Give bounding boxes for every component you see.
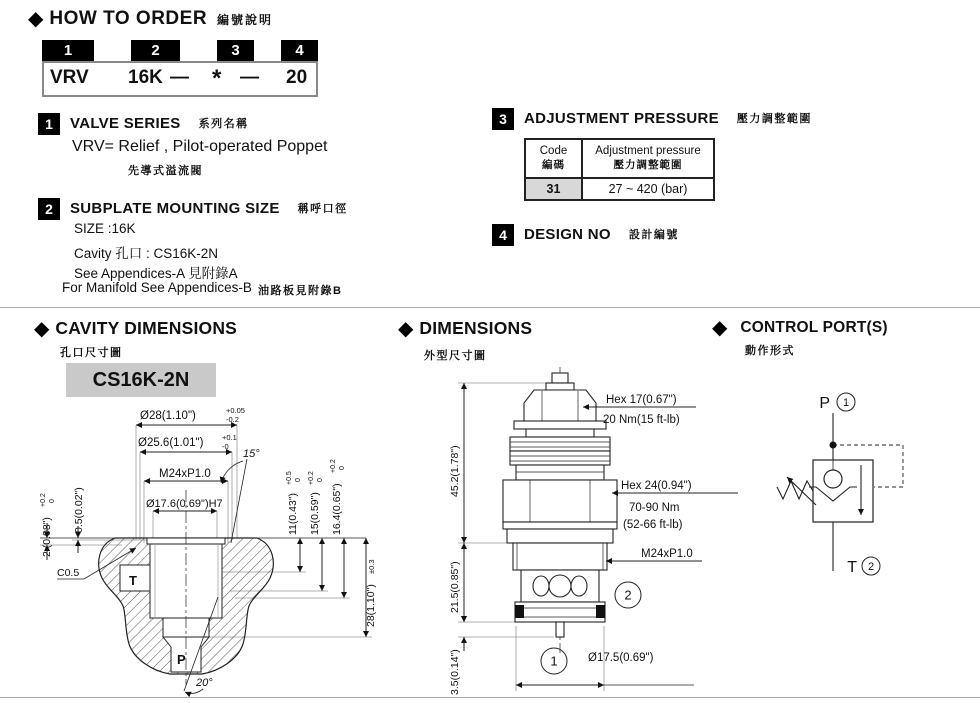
dim-d28: Ø28(1.10"): [140, 410, 196, 422]
pressure-table-header-pressure: [582, 139, 714, 178]
hex24-torque: 70-90 Nm: [629, 502, 680, 514]
control-ports-heading: [712, 318, 888, 338]
angle-15: 15°: [243, 448, 260, 460]
dim-d256-tol-bot: -0: [222, 442, 229, 451]
order-pos-2: 2: [131, 40, 180, 61]
dim-d176: Ø17.6(0.69")H7: [146, 498, 223, 510]
section-3-header: [492, 108, 812, 130]
schematic-lines: [777, 413, 903, 571]
dim-d256-tol-top: +0.1: [222, 433, 237, 442]
header-code-en: Code: [539, 145, 568, 157]
subplate-cavity: Cavity 孔口 : CS16K-2N: [74, 246, 219, 261]
valve-series-desc-zh: 先導式溢流閥: [128, 165, 203, 177]
dim-d256: Ø25.6(1.01"): [138, 437, 204, 449]
dim-215: 21.5(0.85"): [449, 561, 461, 613]
dim-d05: 0.5(0.02"): [73, 487, 85, 533]
pressure-table-header-code: [525, 139, 582, 178]
dim-164: 16.4(0.65"): [331, 483, 343, 535]
order-position-row: [42, 40, 318, 61]
order-code-design: 20: [286, 67, 308, 88]
callout-2-num: 2: [624, 587, 632, 603]
section-2-numbox: 2: [38, 198, 60, 220]
section-3-title-zh: 壓力調整範圍: [736, 113, 812, 125]
header-pressure-zh: 壓力調整範圍: [613, 159, 683, 171]
dim-d05-group: [73, 487, 85, 533]
section-1-title-zh: 系列名稱: [198, 118, 249, 130]
order-pos-4: 4: [281, 40, 318, 61]
callout-1-num: 1: [550, 653, 558, 669]
angle-20: 20°: [196, 677, 213, 689]
dim-11-group: [286, 471, 302, 535]
section-2-header: [38, 198, 348, 220]
control-ports-heading-title: CONTROL PORT(S): [740, 319, 888, 336]
dim-d2: 2 (0.08"): [41, 517, 53, 557]
control-ports-schematic: [740, 375, 980, 605]
diamond-icon: ◆: [398, 317, 414, 340]
thread-label: M24xP1.0: [641, 548, 693, 560]
dim-164-tol-bot: 0: [339, 466, 346, 470]
dim-164-tol-top: +0.2: [330, 459, 337, 473]
appendices-b: For Manifold See Appendices-B: [62, 280, 252, 295]
hex17-label: Hex 17(0.67"): [606, 394, 677, 406]
dim-15-tol-top: +0.2: [308, 471, 315, 485]
section-2-title: SUBPLATE MOUNTING SIZE: [70, 200, 280, 217]
dim-d2-group: [40, 493, 56, 557]
chamfer-c05: C0.5: [57, 567, 80, 579]
section-3-title: ADJUSTMENT PRESSURE: [524, 110, 719, 127]
port-p-label: P: [819, 395, 830, 412]
order-code-dash1: —: [170, 67, 189, 88]
dim-d28-tol-bot: -0.2: [226, 415, 239, 424]
pressure-table: [524, 138, 715, 201]
dim-28-tol: ±0.3: [367, 559, 376, 574]
dim-d2-tol-top: +0.2: [40, 493, 47, 507]
section-4-title-zh: 設計編號: [628, 229, 679, 241]
appendices-a: See Appendices-A 見附錄A: [74, 266, 238, 281]
subplate-size: SIZE :16K: [74, 221, 136, 236]
dim-452-group: [449, 445, 461, 497]
port-p-num: 1: [842, 397, 850, 409]
dim-d2-tol-bot: 0: [49, 499, 56, 503]
section-1-numbox: 1: [38, 113, 60, 135]
port-t-num: 2: [867, 561, 875, 573]
hex24-torque-ft: (52-66 ft-lb): [623, 519, 683, 531]
dim-35: 3.5(0.14"): [449, 649, 461, 695]
how-to-order-title: HOW TO ORDER: [49, 8, 208, 29]
dim-d28-tol-top: +0.05: [226, 406, 245, 415]
cavity-drawing: [0, 395, 400, 703]
dim-164-group: [330, 459, 346, 535]
dim-452: 45.2(1.78"): [449, 445, 461, 497]
dimensions-heading: [398, 318, 532, 339]
order-pos-3: 3: [217, 40, 254, 61]
valve-body: [503, 373, 617, 637]
section-4-header: [492, 224, 679, 246]
top-divider: [0, 307, 980, 308]
dim-15-tol-bot: 0: [317, 478, 324, 482]
pressure-row-value: 27 ~ 420 (bar): [582, 178, 714, 200]
section-4-title: DESIGN NO: [524, 226, 611, 243]
cavity-model-badge: CS16K-2N: [66, 363, 216, 397]
dim-thread: M24xP1.0: [159, 468, 211, 480]
order-code-series: VRV: [50, 67, 89, 88]
order-code-size: 16K: [128, 67, 163, 88]
diamond-icon: ◆: [712, 317, 728, 339]
pilot-junction-dot: [830, 442, 837, 449]
dim-28: 28(1.10"): [365, 584, 377, 627]
dia-175-label: Ø17.5(0.69"): [588, 652, 654, 664]
hex17-torque: 20 Nm(15 ft-lb): [603, 414, 680, 426]
cavity-heading-zh: 孔口尺寸圖: [60, 347, 123, 359]
dimensions-heading-title: DIMENSIONS: [419, 318, 533, 338]
control-ports-heading-zh: 動作形式: [745, 345, 795, 357]
dim-11: 11(0.43"): [287, 492, 299, 535]
cavity-heading-title: CAVITY DIMENSIONS: [55, 318, 238, 338]
port-p-label: P: [177, 652, 186, 667]
order-code-star: *: [212, 65, 222, 92]
dim-35-group: [449, 649, 461, 695]
cavity-heading: [34, 318, 237, 339]
dim-15: 15(0.59"): [309, 492, 321, 535]
section-3-numbox: 3: [492, 108, 514, 130]
section-1-title: VALVE SERIES: [70, 115, 181, 132]
order-code-dash2: —: [240, 67, 259, 88]
section-1-header: [38, 113, 249, 135]
dimensions-heading-zh: 外型尺寸圖: [424, 350, 487, 362]
valve-drawing: [400, 365, 740, 703]
order-code-row: [42, 61, 318, 97]
appendices-b-zh: 油路板見附錄B: [258, 285, 343, 297]
header-pressure-en: Adjustment pressure: [595, 145, 701, 157]
pressure-row-code: 31: [525, 178, 582, 200]
port-t-label: T: [847, 559, 857, 576]
dim-215-group: [449, 561, 461, 613]
how-to-order-header: [28, 8, 273, 30]
header-code-zh: 編碼: [542, 159, 565, 171]
hex24-label: Hex 24(0.94"): [621, 480, 692, 492]
how-to-order-title-zh: 編號說明: [217, 12, 274, 27]
dim-28-group: [365, 559, 377, 627]
port-t-label: T: [129, 573, 137, 588]
order-pos-1: 1: [42, 40, 94, 61]
valve-series-desc: VRV= Relief , Pilot-operated Poppet: [72, 138, 328, 155]
diamond-icon: ◆: [28, 8, 44, 30]
dim-11-tol-top: +0.5: [286, 471, 293, 485]
dim-15-group: [308, 471, 324, 535]
dim-11-tol-bot: 0: [295, 478, 302, 482]
section-2-title-zh: 稱呼口徑: [297, 203, 348, 215]
diamond-icon: ◆: [34, 317, 50, 340]
section-4-numbox: 4: [492, 224, 514, 246]
